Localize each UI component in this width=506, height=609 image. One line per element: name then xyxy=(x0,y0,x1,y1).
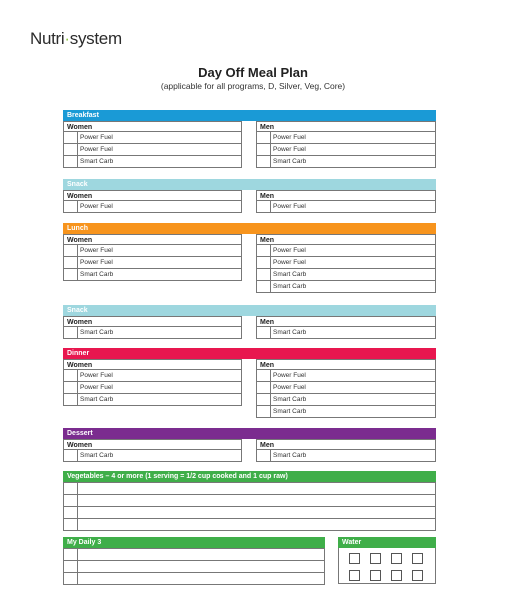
water-checkbox[interactable] xyxy=(391,553,402,564)
list-item[interactable]: Power Fuel xyxy=(256,132,436,144)
snack-men xyxy=(256,190,436,213)
checkbox[interactable] xyxy=(257,370,271,381)
checkbox[interactable] xyxy=(257,382,271,393)
list-item[interactable]: Smart Carb xyxy=(63,327,242,339)
checkbox[interactable] xyxy=(257,201,271,212)
list-item[interactable]: Power Fuel xyxy=(63,132,242,144)
list-item[interactable]: Power Fuel xyxy=(63,144,242,156)
checkbox[interactable] xyxy=(64,144,78,155)
checkbox[interactable] xyxy=(257,245,271,256)
checkbox[interactable] xyxy=(64,495,78,506)
page-subtitle: (applicable for all programs, D, Silver, Veg, Core) xyxy=(160,81,346,91)
checkbox[interactable] xyxy=(64,257,78,268)
water-checkbox[interactable] xyxy=(349,553,360,564)
list-item[interactable]: Smart Carb xyxy=(63,394,242,406)
snack-section xyxy=(63,305,436,336)
dessert-men xyxy=(256,439,436,462)
checkbox[interactable] xyxy=(257,450,271,461)
water-bar: Water xyxy=(338,537,436,548)
list-item[interactable]: Smart Carb xyxy=(256,406,436,418)
checkbox[interactable] xyxy=(64,201,78,212)
water-section xyxy=(338,537,436,584)
list-item[interactable] xyxy=(63,483,436,495)
checkbox[interactable] xyxy=(64,519,78,530)
list-item[interactable]: Power Fuel xyxy=(63,257,242,269)
checkbox[interactable] xyxy=(257,257,271,268)
water-checkbox[interactable] xyxy=(412,570,423,581)
list-item[interactable]: Power Fuel xyxy=(63,382,242,394)
checkbox[interactable] xyxy=(257,269,271,280)
men-header: Men xyxy=(256,439,436,450)
list-item[interactable] xyxy=(63,519,436,531)
list-item[interactable]: Smart Carb xyxy=(63,156,242,168)
men-header: Men xyxy=(256,121,436,132)
list-item[interactable]: Power Fuel xyxy=(256,201,436,213)
list-item[interactable]: Smart Carb xyxy=(256,156,436,168)
checkbox[interactable] xyxy=(257,281,271,292)
checkbox[interactable] xyxy=(257,132,271,143)
checkbox[interactable] xyxy=(64,549,78,560)
vegetables-section xyxy=(63,471,436,531)
list-item[interactable]: Smart Carb xyxy=(256,327,436,339)
dinner-section xyxy=(63,348,436,415)
list-item[interactable]: Power Fuel xyxy=(63,201,242,213)
snack-section xyxy=(63,179,436,210)
snack-men xyxy=(256,316,436,339)
list-item[interactable] xyxy=(63,561,325,573)
checkbox[interactable] xyxy=(257,406,271,417)
women-header: Women xyxy=(63,439,242,450)
list-item[interactable]: Smart Carb xyxy=(256,281,436,293)
dinner-men xyxy=(256,359,436,418)
checkbox[interactable] xyxy=(64,382,78,393)
list-item[interactable]: Smart Carb xyxy=(63,269,242,281)
checkbox[interactable] xyxy=(64,483,78,494)
daily3-section xyxy=(63,537,325,585)
breakfast-bar: Breakfast xyxy=(63,110,436,121)
women-header: Women xyxy=(63,190,242,201)
men-header: Men xyxy=(256,234,436,245)
list-item[interactable]: Power Fuel xyxy=(256,370,436,382)
water-checkbox[interactable] xyxy=(349,570,360,581)
list-item[interactable] xyxy=(63,495,436,507)
dessert-section xyxy=(63,428,436,459)
list-item[interactable]: Power Fuel xyxy=(256,144,436,156)
lunch-section xyxy=(63,223,436,290)
daily3-bar: My Daily 3 xyxy=(63,537,325,548)
women-header: Women xyxy=(63,316,242,327)
checkbox[interactable] xyxy=(64,327,78,338)
list-item[interactable]: Power Fuel xyxy=(63,245,242,257)
nutrisystem-logo: Nutri·system xyxy=(30,29,122,48)
men-header: Men xyxy=(256,190,436,201)
lunch-men xyxy=(256,234,436,293)
checkbox[interactable] xyxy=(64,245,78,256)
snack-bar: Snack xyxy=(63,305,436,316)
breakfast-women xyxy=(63,121,242,168)
checkbox[interactable] xyxy=(64,132,78,143)
men-header: Men xyxy=(256,316,436,327)
list-item[interactable]: Smart Carb xyxy=(256,450,436,462)
snack-women xyxy=(63,316,242,339)
list-item[interactable] xyxy=(63,573,325,585)
checkbox[interactable] xyxy=(64,507,78,518)
page-title: Day Off Meal Plan xyxy=(198,65,308,80)
lunch-bar: Lunch xyxy=(63,223,436,234)
water-checkbox[interactable] xyxy=(412,553,423,564)
list-item[interactable]: Power Fuel xyxy=(256,245,436,257)
women-header: Women xyxy=(63,121,242,132)
checkbox[interactable] xyxy=(64,269,78,280)
dessert-women xyxy=(63,439,242,462)
checkbox[interactable] xyxy=(257,144,271,155)
vegetables-bar: Vegetables – 4 or more (1 serving = 1/2 cup cooked and 1 cup raw) xyxy=(63,471,436,482)
list-item[interactable]: Smart Carb xyxy=(63,450,242,462)
list-item[interactable]: Smart Carb xyxy=(256,269,436,281)
water-checkbox[interactable] xyxy=(370,553,381,564)
checkbox[interactable] xyxy=(257,394,271,405)
dinner-bar: Dinner xyxy=(63,348,436,359)
dinner-women xyxy=(63,359,242,406)
snack-women xyxy=(63,190,242,213)
water-checkbox[interactable] xyxy=(391,570,402,581)
snack-bar: Snack xyxy=(63,179,436,190)
list-item[interactable]: Power Fuel xyxy=(256,257,436,269)
breakfast-section xyxy=(63,110,436,165)
list-item[interactable]: Power Fuel xyxy=(63,370,242,382)
list-item[interactable]: Power Fuel xyxy=(256,382,436,394)
checkbox[interactable] xyxy=(64,450,78,461)
men-header: Men xyxy=(256,359,436,370)
checkbox[interactable] xyxy=(64,370,78,381)
list-item[interactable] xyxy=(63,549,325,561)
list-item[interactable] xyxy=(63,507,436,519)
dessert-bar: Dessert xyxy=(63,428,436,439)
checkbox[interactable] xyxy=(64,573,78,584)
women-header: Women xyxy=(63,359,242,370)
water-box xyxy=(338,548,436,584)
checkbox[interactable] xyxy=(64,561,78,572)
checkbox[interactable] xyxy=(257,327,271,338)
water-checkbox[interactable] xyxy=(370,570,381,581)
list-item[interactable]: Smart Carb xyxy=(256,394,436,406)
breakfast-men xyxy=(256,121,436,168)
checkbox[interactable] xyxy=(64,394,78,405)
checkbox[interactable] xyxy=(64,156,78,167)
checkbox[interactable] xyxy=(257,156,271,167)
women-header: Women xyxy=(63,234,242,245)
lunch-women xyxy=(63,234,242,281)
